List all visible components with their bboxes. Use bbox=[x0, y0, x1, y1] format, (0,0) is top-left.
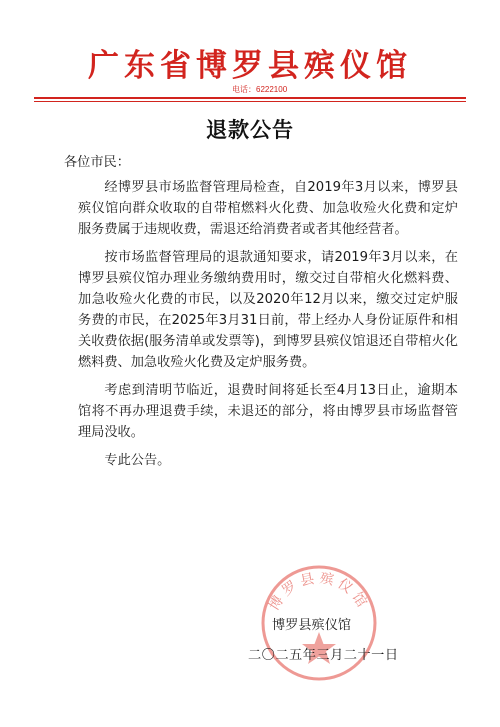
notice-paragraph-2: 按市场监督管理局的退款通知要求，请2019年3月以来，在博罗县殡仪馆办理业务缴纳费用时，缴交过自带棺火化燃料费、加急收殓火化费的市民，以及2020年12月以来，缴交过定炉服务费的市民，在2025年3月31日前，带上经办人身份证原件和相关收费依据(服务清单或发票等)，到博罗县殡仪馆退还自带棺火化燃料费、加急收殓火化费及定炉服务费。 bbox=[78, 250, 458, 370]
notice-salutation: 各位市民： bbox=[64, 155, 130, 170]
notice-date: 二〇二五年三月二十一日 bbox=[248, 648, 399, 663]
letterhead-phone: 电话：6222100 bbox=[232, 85, 288, 94]
letterhead-org-name: 广东省博罗县殡仪馆 bbox=[88, 48, 412, 84]
notice-signer: 博罗县殡仪馆 bbox=[272, 618, 352, 633]
notice-paragraph-3: 考虑到清明节临近，退费时间将延长至4月13日止，逾期本馆将不再办理退费手续，未退还的部分，将由博罗县市场监督管理局没收。 bbox=[78, 383, 458, 440]
notice-body bbox=[64, 152, 458, 478]
notice-paragraph-4: 专此公告。 bbox=[104, 453, 171, 468]
notice-paragraph-1: 经博罗县市场监督管理局检查，自2019年3月以来，博罗县殡仪馆向群众收取的自带棺燃料火化费、加急收殓火化费和定炉服务费属于违规收费，需退还给消费者或者其他经营者。 bbox=[78, 180, 458, 237]
letterhead-rule-thick bbox=[34, 97, 466, 99]
notice-title: 退款公告 bbox=[206, 118, 294, 142]
letterhead-rule-thin bbox=[34, 101, 466, 102]
seal-ring-text: 博罗县殡仪馆 bbox=[266, 570, 372, 614]
